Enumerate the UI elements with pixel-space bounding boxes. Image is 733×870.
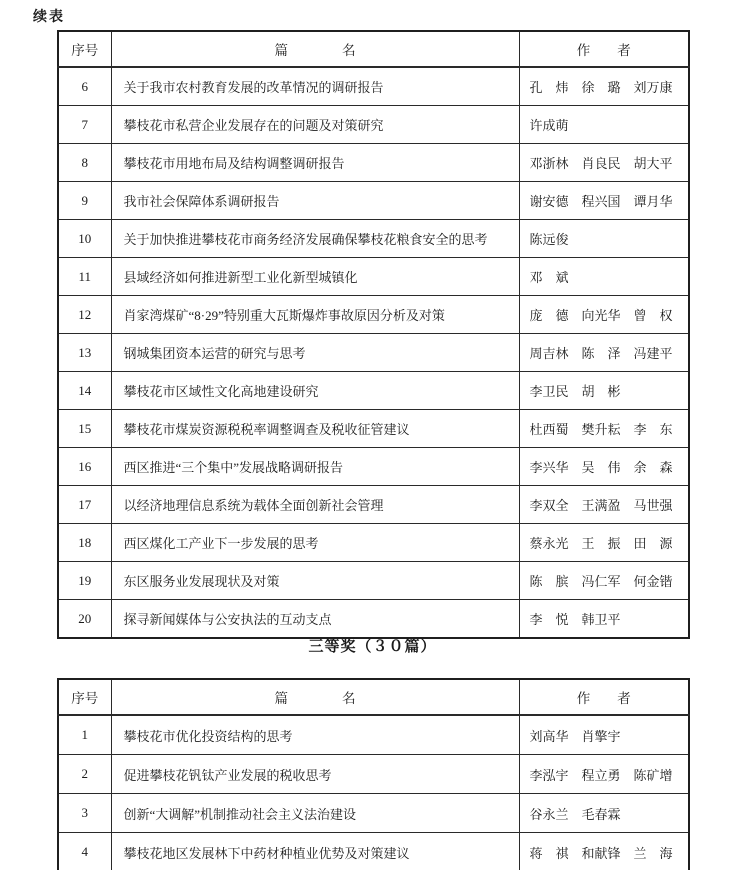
table-row bbox=[58, 258, 689, 296]
table-row bbox=[58, 182, 689, 220]
table-header-row bbox=[58, 31, 689, 67]
paper-title-cell: 关于我市农村教育发展的改革情况的调研报告 bbox=[111, 67, 519, 106]
paper-title-cell: 肖家湾煤矿“8·29”特别重大瓦斯爆炸事故原因分析及对策 bbox=[111, 296, 519, 334]
table-row bbox=[58, 334, 689, 372]
row-index-cell: 20 bbox=[58, 600, 111, 639]
paper-title-cell: 攀枝花市区域性文化高地建设研究 bbox=[111, 372, 519, 410]
paper-title-cell: 攀枝花市煤炭资源税税率调整调查及税收征管建议 bbox=[111, 410, 519, 448]
table-body bbox=[58, 715, 689, 870]
section-heading: 三等奖（３０篇） bbox=[308, 639, 437, 655]
row-index-cell: 8 bbox=[58, 144, 111, 182]
row-index-cell: 4 bbox=[58, 833, 111, 870]
row-index-cell: 10 bbox=[58, 220, 111, 258]
paper-title-cell: 以经济地理信息系统为载体全面创新社会管理 bbox=[111, 486, 519, 524]
header-index: 序号 bbox=[58, 679, 111, 715]
continued-table-label: 续表 bbox=[33, 10, 65, 25]
row-index-cell: 15 bbox=[58, 410, 111, 448]
paper-title-cell: 攀枝花市用地布局及结构调整调研报告 bbox=[111, 144, 519, 182]
table-row bbox=[58, 144, 689, 182]
table-row bbox=[58, 106, 689, 144]
paper-title-cell: 西区煤化工产业下一步发展的思考 bbox=[111, 524, 519, 562]
authors-cell: 邓浙林 肖良民 胡大平 bbox=[519, 144, 689, 182]
table-row bbox=[58, 715, 689, 755]
paper-title-cell: 西区推进“三个集中”发展战略调研报告 bbox=[111, 448, 519, 486]
third-prize-table bbox=[57, 678, 690, 870]
paper-title-cell: 东区服务业发展现状及对策 bbox=[111, 562, 519, 600]
table-row bbox=[58, 833, 689, 870]
paper-title-cell: 钢城集团资本运营的研究与思考 bbox=[111, 334, 519, 372]
table-row bbox=[58, 524, 689, 562]
row-index-cell: 6 bbox=[58, 67, 111, 106]
authors-cell: 李 悦 韩卫平 bbox=[519, 600, 689, 639]
paper-title-cell: 关于加快推进攀枝花市商务经济发展确保攀枝花粮食安全的思考 bbox=[111, 220, 519, 258]
authors-cell: 刘高华 肖擎宇 bbox=[519, 715, 689, 755]
row-index-cell: 3 bbox=[58, 794, 111, 833]
header-title: 篇 名 bbox=[111, 679, 519, 715]
row-index-cell: 19 bbox=[58, 562, 111, 600]
row-index-cell: 1 bbox=[58, 715, 111, 755]
header-author: 作 者 bbox=[519, 31, 689, 67]
row-index-cell: 16 bbox=[58, 448, 111, 486]
authors-cell: 李卫民 胡 彬 bbox=[519, 372, 689, 410]
paper-title-cell: 县域经济如何推进新型工业化新型城镇化 bbox=[111, 258, 519, 296]
authors-cell: 邓 斌 bbox=[519, 258, 689, 296]
table-row bbox=[58, 220, 689, 258]
second-prize-continued-table bbox=[57, 30, 690, 639]
table-row bbox=[58, 296, 689, 334]
authors-cell: 谷永兰 毛春霖 bbox=[519, 794, 689, 833]
row-index-cell: 14 bbox=[58, 372, 111, 410]
table-row bbox=[58, 448, 689, 486]
header-title: 篇 名 bbox=[111, 31, 519, 67]
row-index-cell: 7 bbox=[58, 106, 111, 144]
table-row bbox=[58, 372, 689, 410]
row-index-cell: 9 bbox=[58, 182, 111, 220]
paper-title-cell: 攀枝花市私营企业发展存在的问题及对策研究 bbox=[111, 106, 519, 144]
row-index-cell: 13 bbox=[58, 334, 111, 372]
table-row bbox=[58, 67, 689, 106]
authors-cell: 蔡永光 王 振 田 源 bbox=[519, 524, 689, 562]
paper-title-cell: 促进攀枝花钒钛产业发展的税收思考 bbox=[111, 755, 519, 794]
authors-cell: 孔 炜 徐 璐 刘万康 bbox=[519, 67, 689, 106]
table-row bbox=[58, 562, 689, 600]
row-index-cell: 18 bbox=[58, 524, 111, 562]
authors-cell: 周吉林 陈 泽 冯建平 bbox=[519, 334, 689, 372]
authors-cell: 李兴华 吴 伟 余 森 bbox=[519, 448, 689, 486]
authors-cell: 杜西蜀 樊升耘 李 东 bbox=[519, 410, 689, 448]
row-index-cell: 11 bbox=[58, 258, 111, 296]
authors-cell: 许成萌 bbox=[519, 106, 689, 144]
paper-title-cell: 我市社会保障体系调研报告 bbox=[111, 182, 519, 220]
table-body bbox=[58, 67, 689, 638]
header-index: 序号 bbox=[58, 31, 111, 67]
table-header bbox=[58, 679, 689, 715]
table-row bbox=[58, 410, 689, 448]
table-row bbox=[58, 755, 689, 794]
paper-title-cell: 创新“大调解”机制推动社会主义法治建设 bbox=[111, 794, 519, 833]
paper-title-cell: 攀枝花地区发展林下中药材种植业优势及对策建议 bbox=[111, 833, 519, 870]
header-author: 作 者 bbox=[519, 679, 689, 715]
table-row bbox=[58, 794, 689, 833]
row-index-cell: 17 bbox=[58, 486, 111, 524]
authors-cell: 李双全 王满盈 马世强 bbox=[519, 486, 689, 524]
authors-cell: 陈 膑 冯仁军 何金锴 bbox=[519, 562, 689, 600]
table-row bbox=[58, 486, 689, 524]
authors-cell: 陈远俊 bbox=[519, 220, 689, 258]
paper-title-cell: 攀枝花市优化投资结构的思考 bbox=[111, 715, 519, 755]
row-index-cell: 2 bbox=[58, 755, 111, 794]
table-header bbox=[58, 31, 689, 67]
table-row bbox=[58, 600, 689, 639]
authors-cell: 蒋 祺 和献锋 兰 海 bbox=[519, 833, 689, 870]
authors-cell: 谢安德 程兴国 谭月华 bbox=[519, 182, 689, 220]
authors-cell: 庞 德 向光华 曾 权 bbox=[519, 296, 689, 334]
row-index-cell: 12 bbox=[58, 296, 111, 334]
authors-cell: 李泓宇 程立勇 陈矿增 bbox=[519, 755, 689, 794]
paper-title-cell: 探寻新闻媒体与公安执法的互动支点 bbox=[111, 600, 519, 639]
table-header-row bbox=[58, 679, 689, 715]
